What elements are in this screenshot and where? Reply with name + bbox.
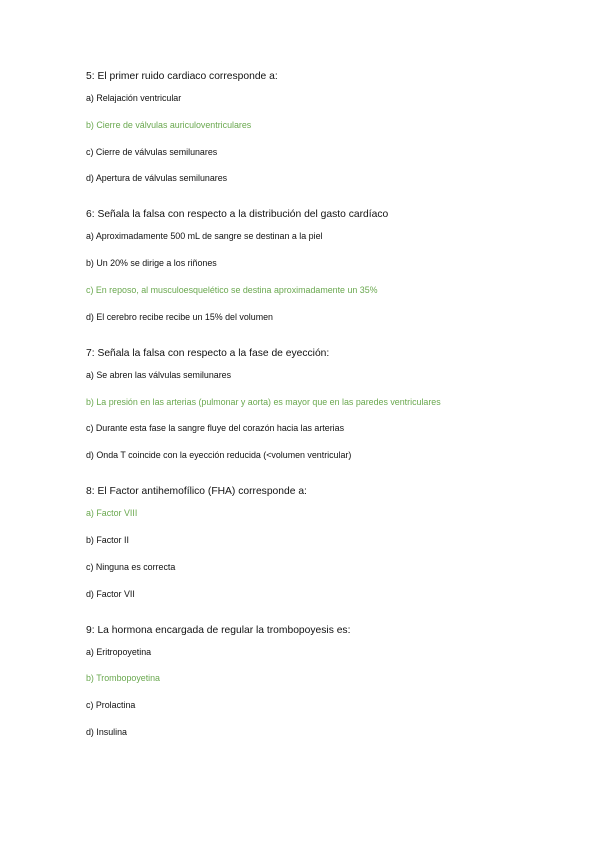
question-text: 6: Señala la falsa con respecto a la distribución del gasto cardíaco bbox=[86, 209, 389, 221]
question-8 bbox=[86, 485, 586, 599]
answer-option: a) Aproximadamente 500 mL de sangre se destinan a la piel bbox=[86, 231, 323, 242]
quiz-page bbox=[86, 70, 586, 762]
answer-option: c) Durante esta fase la sangre fluye del corazón hacia las arterias bbox=[86, 423, 345, 434]
answer-option: d) El cerebro recibe recibe un 15% del volumen bbox=[86, 311, 273, 322]
answer-option-correct: b) Trombopoyetina bbox=[86, 673, 160, 684]
question-text: 5: El primer ruido cardiaco corresponde a: bbox=[86, 71, 278, 82]
answer-option: a) Relajación ventricular bbox=[86, 93, 182, 103]
answer-option: a) Se abren las válvulas semilunares bbox=[86, 369, 232, 380]
question-text: 7: Señala la falsa con respecto a la fase de eyección: bbox=[86, 347, 330, 359]
answer-option: b) Factor II bbox=[86, 534, 129, 545]
question-text: 8: El Factor antihemofílico (FHA) corresponde a: bbox=[86, 486, 307, 498]
answer-option-correct: c) En reposo, al musculoesquelético se destina aproximadamente un 35% bbox=[86, 284, 378, 295]
question-text: 9: La hormona encargada de regular la trombopoyesis es: bbox=[86, 624, 351, 636]
answer-option: d) Apertura de válvulas semilunares bbox=[86, 173, 228, 184]
question-7 bbox=[86, 347, 586, 461]
question-9 bbox=[86, 624, 586, 738]
answer-option: a) Eritropoyetina bbox=[86, 646, 152, 657]
question-6 bbox=[86, 208, 586, 322]
answer-option: c) Prolactina bbox=[86, 700, 136, 711]
answer-option: d) Insulina bbox=[86, 726, 127, 737]
answer-option-correct: b) Cierre de válvulas auriculoventriculares bbox=[86, 119, 252, 130]
answer-option: d) Factor VII bbox=[86, 588, 135, 599]
answer-option: c) Ninguna es correcta bbox=[86, 561, 176, 572]
answer-option-correct: a) Factor VIII bbox=[86, 508, 138, 519]
answer-option: b) Un 20% se dirige a los riñones bbox=[86, 258, 217, 269]
question-5 bbox=[86, 70, 586, 184]
answer-option-correct: b) La presión en las arterias (pulmonar y aorta) es mayor que en las paredes ventriculares bbox=[86, 396, 441, 407]
answer-option: c) Cierre de válvulas semilunares bbox=[86, 146, 218, 157]
answer-option: d) Onda T coincide con la eyección reducida (<volumen ventricular) bbox=[86, 450, 352, 461]
